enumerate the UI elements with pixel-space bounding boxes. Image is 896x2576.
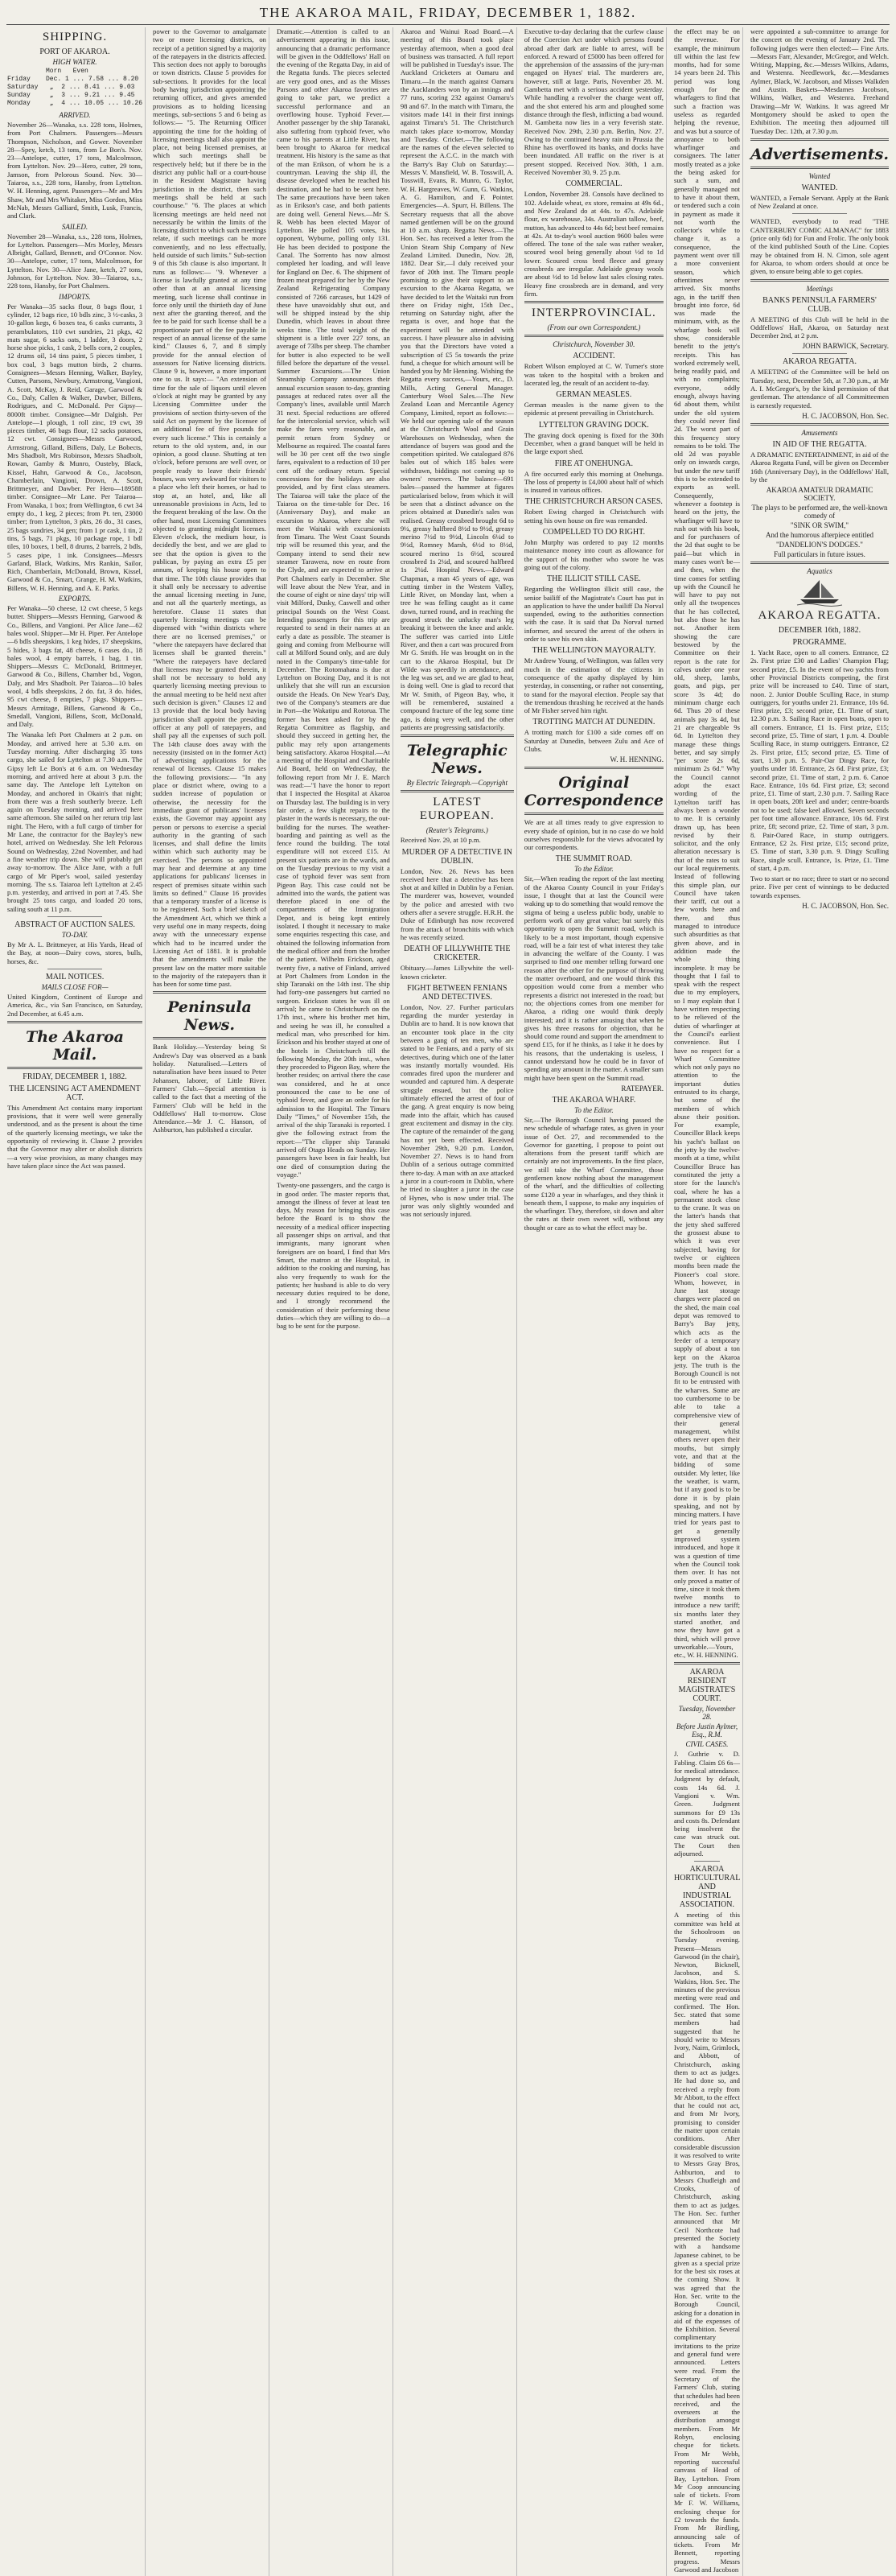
column-4 <box>398 27 517 2576</box>
exports-heading: EXPORTS. <box>58 595 92 603</box>
programme-note: Two to start or no race; three to start or no second prize. Five per cent of winnings to be deducted towards expenses. <box>750 874 889 899</box>
sailboat-icon <box>795 578 844 606</box>
auction-text: By Mr A. L. Brittmeyer, at His Yards, Head of the Bay, at noon—Dairy cows, stores, bulls, horses, &c. <box>7 940 143 965</box>
news-text: London, Nov. 27. Further particulars regarding the murder yesterday in Dublin are to hand. It is now known that an encounter took place in the city between a gang of ten men, who are stated to be Fenians, and a party of six detectives, during which one of the latter was instantly mortally wounded. His comrades fired upon the murderer and wounded and captured him. A desperate struggle ensued, but the police ultimately effected the arrest of four of the gang. A great enquiry is now being made into the affair, which has caused great excitement and dismay in the city. The capture of the remainder of the gang has not yet been effected. Received November 29th, 9.20 p.m. London, November 27. News is to hand from Dublin of a serious outrage committed there to-day. A man with an axe attacked a juror in a court-room in Dublin, where he tried to slaughter a juror in the case of Hynes, who is now under trial. The juror was only slightly wounded and was not seriously injured. <box>400 1002 514 1219</box>
news-heading: TROTTING MATCH AT DUNEDIN. <box>532 718 656 727</box>
licensing-text: This Amendment Act contains many important provisions, that it were well were generally understood, and as the present is about the time of the quarterly licensing meetings, we take the opportunity of reviewing it. Clause 2 provides that the Governor may alter or abolish districts—a very wise provision, as many changes may have taken place since the Act was passed. <box>7 1103 143 1170</box>
wanted-ad: WANTED, everybody to read "THE CANTERBURY COMIC ALMANAC" for 1883 (price only 6d) for Fun and Frolic. The only book of the kind published South of the Line. Copies may be obtained from H. N. Cimon, sole agent for Akaroa, to whom orders should at once be given, to ensure being able to get copies. <box>750 217 889 276</box>
news-heading: DEATH OF LILLYWHITE THE CRICKETER. <box>404 944 511 963</box>
sailed-heading: SAILED. <box>61 222 88 231</box>
mail-text: United Kingdom, Continent of Europe and America, &c., via San Francisco, on Saturday, 2nd December, at 6.45 a.m. <box>7 992 143 1018</box>
civil-heading: CIVIL CASES. <box>685 1740 729 1749</box>
divider <box>524 767 664 769</box>
correspondence-note: We are at all times ready to give expression to every shade of opinion, but in no case do we hold ourselves responsible for the views advocated by our correspondents. <box>524 818 664 852</box>
aid-heading: IN AID OF THE REGATTA. <box>772 439 867 449</box>
commercial-text: London, November 28. Consols have declined to 102. Adelaide wheat, ex store, remains at 49s 6d., and New Zealand do at 44s. to 47s. Adelaide flour, ex warehouse, 34s. Australian tallow, beef, mutton, has advanced to 44s 6d; best beef remains at 42s. At to-day's wool auction 9600 bales were offered. The tone of the sale was rather weaker, scoured wool being generally about ½d to 1d lower. Scoured cross bred fleece and greasy crossbreds are irregular. Adelaide greasy wools are about ½d to 1d below last sales closing rates. Heavy fine crossbreds are in demand, and very firm. <box>524 190 664 298</box>
news-text: Robert Wilson employed at C. W. Turner's store was taken to the hospital with a broken and lacerated leg, the result of an accident to-day. <box>524 362 664 387</box>
mail-heading: MAIL NOTICES. <box>45 972 105 981</box>
column-1 <box>5 27 146 2576</box>
masthead-rule <box>6 24 890 25</box>
tide-heading: HIGH WATER. <box>52 58 97 66</box>
programme-heading: PROGRAMME. <box>792 638 847 648</box>
divider <box>401 790 514 792</box>
regatta-date: DECEMBER 16th, 1882. <box>778 626 861 636</box>
play-title: "SINK OR SWIM," <box>790 521 849 530</box>
news-text: Regarding the Wellington illicit still case, the senior bailiff of the Magistrate's Court has put in an application to have the under bailiff Da Norval suspended, owing to the authorities connection with the case. It is said that Da Norval turned informer, and secured the arrest of the others in order to save his own skin. <box>524 585 664 644</box>
divider <box>524 335 664 337</box>
aid-text: A DRAMATIC ENTERTAINMENT, in aid of the Akaroa Regatta Fund, will be given on December 16th (Anniversary Day), in the Oddfellows' Hall, by the <box>750 450 889 484</box>
news-heading: THE WELLINGTON MAYORALTY. <box>532 646 656 656</box>
letter-to: To the Editor. <box>574 865 614 874</box>
news-text: Robert Ewing charged in Christchurch with setting his own house on fire was remanded. <box>524 508 664 525</box>
news-text: London, Nov. 26. News has been received here that a detective has been shot at and killed in Dublin by a Fenian. The murderer was, however, wounded by the police and arrested with two others after a severe struggle. H.R.H. the Duke of Edinburgh has now recovered from the attack of bronchitis with which he was recently seized. <box>400 866 514 941</box>
court-before: Before Justin Aylmer, Esq., R.M. <box>676 1722 738 1739</box>
divider <box>153 1037 266 1039</box>
divider <box>153 991 266 994</box>
imports-text: Per Wanaka—35 sacks flour, 8 bags flour, 1 cylinder, 12 bags rice, 10 bdls zinc, 3 ½-casks, 3 10-gallon kegs, 6 boxes tea, 6 casks currants, 3 perambulators, 110 cwt sundries, 21 pkgs, 42 mats sugar, 6 sacks oats, 1 ladder, 3 doors, 2 horse shoe picks, 1 cask, 2 bells corn, 2 couples, 12 drums oil, 14 tins paint, 5 pieces timber, 1 box coal, 3 bags mutton birds, 2 churns. Consignees—Messrs Henning, Walker, Bayley, Cutten, Parsons, Newbury, Armstrong, Vangioni, A. Scott, McKay, J. Reid, Garage, Garwood & Co., Daly, Callen & Walker, Dawber, Billens, Rodrigues, and C. McDonald. Per Gipsy—8000ft timber. Consignee—Mr Dalgish. Per Antelope—1 plough, 1 roll zinc, 19 cwt, 39 pieces timber, 46 bags flour, 12 sacks potatoes, 12 cwt. Consignees—Messrs Garwood, Armstrong, Gilland, Billens, Daly, Le Bobects, Mrs Shadbolt, Mrs Robinson, Messrs Shadbolt, Rowan, Gamby & Munro, Ousteby, Black, Kissel, Hahn, Garwood & Co., Jacobson, Chamberlain, Vangioni, Drown, A. Scott, Brittmeyer, and Dawber. Per Hero—18958ft timber. Consignee—Mr Lane. Per Taiaroa—From Wanaka, 1 box; from Wellington, 6 cwt 34 empty do., 1 keg, 2 pieces; from Pt. ten, 23000 timber; from Lyttelton, 3 pkts, 26 do., 31 cases, 25 bags sundries, 34 gen; from 1 pr cask, 1 tin, 2 tins, 5 bags, 71 pkgs, 10 package rope, 1 bdl tiles, 10 boxes, 1 bell, 8 drums, 2 barrels, 2 bdls, 5 cases pipe, 1 ink. Consignees—Messrs Garland, Black, Watkins, Mrs Rankin, Sailor, Rich, Chamberlain, McDonald, Brown, Kissel, Garwood & Co., Smart, Grange, H. M. Watkins, Billens, W. H. Henning, and A. E. Parks. <box>7 302 143 592</box>
divider <box>750 279 889 282</box>
divider <box>47 916 101 917</box>
wanted-ad: WANTED, a Female Servant. Apply at the Bank of New Zealand at once. <box>750 193 889 211</box>
latest-european-heading: LATEST EUROPEAN. <box>419 796 495 823</box>
civil-text: J. Guthrie v. D. Fabling. Claim £6 6s—for medical attendance. Judgment by default, costs 14s 6d. J. Vangioni v. Wm. Green. Judgment summons for £9 13s and costs 8s. Defendant being insolvent the case was struck out. The Court then adjourned. <box>673 1750 740 1858</box>
arrived-text: November 26—Wanaka, s.s. 228 tons, Holmes, from Port Chalmers. Passengers—Messrs Thompson, Nicholson, and Gower. November 28—Spey, ketch, 13 tons, from Le Bon's. Nov. 23—Antelope, cutter, 17 tons, Malcolmson, from Lyttelton. Nov. 29—Hero, cutter, 29 tons, Jamson, from Pelorous Sound. Nov. 30—Taiaroa, s.s., 228 tons, Hansby, from Lyttelton. W. H. Henning, agent. Passengers—Mr and Mrs Shaw, Mr and Mrs Whitaker, Miss Gordon, Miss McNab, Messrs Galliard, Smith, Lusk, Francis, and Clark. <box>7 121 143 220</box>
news-heading: ACCIDENT. <box>573 352 615 361</box>
interprovincial-subheading: (From our own Correspondent.) <box>547 323 641 332</box>
banks-club-heading: BANKS PENINSULA FARMERS' CLUB. <box>762 295 877 314</box>
aquatics-heading: Aquatics <box>807 567 832 576</box>
reuters-heading: (Reuter's Telegrams.) <box>425 826 488 835</box>
divider <box>7 1021 142 1023</box>
wharf-letter-text: the effect may be on the revenue. For example, the minimum till within the last few months, had for some 14 years been 2d. This period was long enough for the wharfagers to find that such a fraction was useless as regarded helping the revenue, and was but a source of annoyance to both wharfinger and consignees. The latter mostly treated as a joke the being asked for such a sum, and generally managed not to have it about them, or tendered such a coin in payment as made it not worth the collector's while to change it, as a consequence, the payment went over till a more convenient season, which oftentimes never arrived. Six months ago, in the tariff then brought into force, 6d was made the minimum, with, as the wharfage book will show, considerable benefit to the jetty's receipts. This has worked extremely well, being readily paid, and with no complaints; everyone, oddly enough, always having 6d about them, whilst under the old system they could never find 2d. The worst part of this frequency story remains to be told. The old 2d was payable only on inwards cargo, but under the new tariff this is to be extended to exports as well. Consequently, whenever a footstep is heard on the jetty, the wharfinger will have to rush out with his book, and for purchasers of the 2d that ought to be paid—but which in many cases won't be—and then, when the time comes for settling up with the Council he will have to pay not only all the twopences that he has collected, but also those he has not. Another item showing the care bestowed by the Committee on their report is the rate for calves under one year old, sheep, lambs, goats, and pigs, per score 3s 4d; do minimum charge each 6d. Thus 20 of these animals pay 3s 4d, but 21 are chargeable 9s 6d. In Lyttelton they manage these things better, and say simply "per score 2s 6d, minimum 2s 6d." Why the Council cannot adopt the exact wording of the Lyttelton tariff has always been a wonder to me. It is certainly drawn up, has been revised by their solicitor, and the only alteration necessary is that of the rates to suit our local requirements. Instead of following this simple plan, our Council have taken their tariff, cut out a few words here and there, and thus managed to introduce such absurdities as that given above, and in addition made the whole thing incomplete. It may be thought that I fail to speak with the respect due to my employers, so I may explain that I have written respecting to be relieved of the duties of wharfinger at the Council's earliest convenience. But I have no respect for a Wharf Committee which not only pays no attention to the important duties entrusted to its charge, but some of the members of which abuse their position. For example, Councillor Black keeps his yacht's ballast on the jetty by the twelve-month at a time, whilst Councillor Bruce has constituted the jetty a store for the launch's coal, where he has a permanent stock close to the crane. It was on the latter's hands that the jetty shed suffered the grossest abuse to which it was ever subjected, having for twelve or eighteen months been made the Pioneer's coal store. Whom, however, in June last storage charges were placed on the shed, the main coal depot was removed to Barry's Bay jetty, which acts as the feeder of a temporary supply of about a ton kept on the Akaroa jetty. The truth is the Borough Council is not fit to be entrusted with the wharves. Some are too cumbersome to be able to take a comprehensive view of their general management, whilst others never open their mouths, but simply vote, and that at the bidding of some outsider. My letter, like the weather, is warm, but if any good is to be done it is by plain speaking, and not by mincing matters. I have tried for years past to get a generally improved system introduced, and hope it was a question of time when the Council took them over. It has not only proved a matter of time, since it took them twelve months to introduce a new tariff; six months later they started another, and now they have got a third, which will prove unworkable.—Yours, etc., W. H. HENNING. <box>673 27 740 1660</box>
letter-text: Sir,—The Borough Council having passed the new schedule of wharfage rates, as given in your issue of Oct. 27, and recommended to the Governor for gazetting, I propose to point out alterations from the present tariff which are certainly are not improvements. In the first place, we still take the Wharf Committee, those gentlemen know nothing about the management of the wharf, and the difficulties of collecting some £120 a year in wharfages, and they think it beneath them, I suppose, to make any inquiries of the wharfinger. They, therefore, sit down and alter the rates at their own sweet will, without any thought or care as to what the effect may be. <box>524 1115 664 1232</box>
regatta-meeting-heading: AKAROA REGATTA. <box>782 357 857 367</box>
licensing-article: power to the Governor to amalgamate two or more licensing districts, on receipt of a petition signed by a majority of the ratepayers in the districts affected. This section does not apply to boroughs or town districts. Clause 5 provides for sub-sections. It provides for the local body having jurisdiction appointing the returning officer, and gives amended provisions as to holding licensing meetings, sub-sections 5 and 6 being as follows:— "5. The Returning Officer appointing the time for the holding of licensing meetings shall also appoint the place, not being licensed premises, at which such meetings shall be respectively held; but if there be in the district any public hall or a court-house in the Resident Magistrate having jurisdiction in the district, then such meetings shall be held at such courthouse." "6. The places at which licensing meetings are held need not necessarily be within the limits of the licensing district to which such meetings relate, if such meetings can be more conveniently, and no less effectually, held outside of such limits." Sub-section 9 of this 5th clause is also important. It runs as follows:— "9. Whenever a license is lawfully granted at any time other than at an annual licensing meeting, such license shall continue in force only until the thirtieth day of June next after the granting thereof, and the fee to be paid for such license shall be a proportionate part of the fee payable in respect of an annual license of the same kind." Clauses 6, 7, and 8 simply provide for the annual election of assessors for Native licensing districts. Clause 9 is, however, a more important one to us. It says:— "An extension of time for the sale of liquors until eleven o'clock at night may be granted by any Licensing Committee under the provisions of section thirty-seven of the said Act on payment by the licensee of an additional fee of five pounds for every such license." This is certainly a return to the old system, and, in our opinion, a good clause. Shutting at ten o'clock, before persons are well over, or people ready to leave their friends' houses, was very awkward for visitors to a place who left their homes, or had to stop at, an hotel, and, like all unreasonable provisions in Acts, led to the frequent breaking of the law. On the other hand, most Licensing Committees objected to granting midnight licenses. Eleven o'clock, the medium hour, is decidedly the best, and we are glad to see that the option is given to the publican, by paying an extra £5 per annum, of keeping his house open to that time. The 10th clause provides that it shall only be necessary to advertise the annual licensing meeting in June, and not all the quarterly meetings, as heretofore. Clause 11 states that quarterly licensing meetings can be dispensed with "within districts where there are no licensed premises," or "where the ratepayers have declared that licenses shall be granted therein." "Where the ratepayers have declared that licenses may be granted therein, it shall not be necessary to hold any quarterly licensing meeting previous to the annual meeting to be held next after such decision is given." Clauses 12 and 13 provide that the local body having jurisdiction shall appoint the presiding officer at any poll of ratepayers, and shall pay all the expenses of such poll. The 14th clause does away with the necessity (insisted on in the former Act) of advertising applications for the renewal of licenses. Clause 15 makes the following provisions:— "In any place or district where, owing to a sudden increase of population or otherwise, the necessity for the immediate grant of publicans' licenses exists, the Governor may appoint any person or persons to exercise a special authority in the granting of such licenses, and shall define the limits within which such authority may be exercised. The persons so appointed may hear and determine at any time applications for publicans' licenses in respect of premises situate within such limits so defined." Clause 16 provides that a temporary transfer of a license is to be registered. Such a brief sketch of the Amendment Act, which we think a very useful one in many respects, doing away with the unnecessary expense which had to be incurred under the Licensing Act of 1881. It is probable that the amendments will make the present law on the matter more suitable to the majority of the ratepayers than it has been for some time past. <box>153 27 266 989</box>
meetings-heading: Meetings <box>806 284 833 293</box>
society-name: AKAROA AMATEUR DRAMATIC SOCIETY. <box>766 486 873 503</box>
play-title: "DANDELION'S DODGES." <box>775 541 863 549</box>
wanted-section-heading: Wanted <box>808 171 831 180</box>
signature: H. C. JACOBSON, Hon. Sec. <box>802 902 889 910</box>
news-heading: THE CHRISTCHURCH ARSON CASES. <box>524 497 663 507</box>
correspondence-heading: Original Correspondence <box>524 774 664 810</box>
dateline: Christchurch, November 30. <box>553 340 635 349</box>
signature: W. H. HENNING. <box>610 755 664 764</box>
news-heading: FIGHT BETWEEN FENIANS AND DETECTIVES. <box>407 983 508 1002</box>
commercial-heading: COMMERCIAL. <box>565 179 623 189</box>
signature: RATEPAYER. <box>621 1084 664 1093</box>
horticultural-text: A meeting of this committee was held at the Schoolroom on Tuesday evening. Present—Messrs Garwood (in the chair), Newton, Bicknell, Jacobson, and S. Watkins, Hon. Sec. The minutes of the previous meeting were read and confirmed. The Hon. Sec. stated that some members had suggested that he should write to Messrs Ivory, Nairn, Grimlock, and Abbott, of Christchurch, asking them to act as judges. He had done so, and received a reply from Mr Abbott, to the effect that he could not act, and from Mr Ivory, promising to consider the matter upon certain conditions. After considerable discussion it was resolved to write to Messrs Gray Bros, Ashburton, and to Messrs Chudleigh and Crooks, of Christchurch, asking them to act as judges. The Hon. Sec. further announced that Mr Cecil Northcote had presented the Society with a handsome Japanese cabinet, to be given as a special prize for the best six roses at the coming Show. It was agreed that the Hon. Sec. write to the Borough Council, asking for a donation in aid of the expenses of the Exhibition. Several complimentary invitations to the prize and general fund were announced. Letters were read. From the Secretary of the Farmers' Club, stating that schedules had been received, and the overseers at the distribution amongst members. From Mr Robyn, enclosing cheque for tickets. From Mr Webb, reporting successful canvass of Head of Bay, Lyttelton. From Mr Coop announcing sale of tickets. From Mr F. W. Williams, enclosing cheque for £2 towards the funds. From Mr Birdling, announcing sale of tickets. From Mr Bennett, reporting progress. Messrs Garwood and Jacobson <box>673 1911 740 2574</box>
shipping-notes: The Wanaka left Port Chalmers at 2 p.m. on Monday, and arrived here at 5.30 a.m. on Tuesday morning. After discharging 35 tons cargo, she sailed for Lyttelton at 7.30 a.m. The Gipsy left Le Bon's at 6 a.m. on Wednesday morning, and arrived here at about 3 p.m. the same day. The Antelope left Lyttelton on Monday, and anchored in Okain's that night; from there was a fresh southerly breeze. Left again on Tuesday morning, and arrived here same afternoon. She sailed on her return trip last night. The Hero, with a full cargo of timber for Mr Lane, the contractor for the Bayley's new hotel, arrived on Wednesday. She left Pelorous Sound on Wednesday, 22nd November, and had a fine weather trip down. She will probably get away to-morrow. The Alice Jane, with a full cargo of Mr Piper's wool, sailed yesterday morning. The s.s. Taiaroa left Lyttelton at 2.45 p.m. yesterday, and arrived in port at 7.45. She brought 25 tons cargo, and loaded 20 tons, sailing south at 11 p.m. <box>7 730 143 913</box>
horticultural-heading: AKAROA HORTICULTURAL AND INDUSTRIAL ASSOCIATION. <box>673 1865 741 1910</box>
divider <box>674 1662 740 1665</box>
divider <box>750 423 889 426</box>
aid-text-2: The plays to be performed are, the well-known comedy of <box>751 504 888 521</box>
shipping-heading: SHIPPING. <box>42 31 108 43</box>
divider <box>524 301 664 303</box>
hospital-report-text: Twenty-one passengers, and the cargo is in good order. The master reports that, amongst the illness of fever at least ten days, My reason for bringing this case before the Board is to show the necessity of a medical officer inspecting all passenger ships on arrival, and that immigrants, many ignorant when foreigners are on board, I find that Mrs Smart, the matron at the Hospital, in addition to the cooking and nursing, has also very frequently to wash for the patients; her husband is able to do very necessary duties required to be done, and I strongly recommend the consideration of their performing these duties—which they are willing to do—a bag to be sent for the purpose. <box>276 1181 390 1331</box>
news-heading: LYTTELTON GRAVING DOCK. <box>538 420 649 430</box>
amusements-heading: Amusements <box>801 428 838 437</box>
news-text: A fire occurred early this morning at Onehunga. The loss of property is £4,000 about half of which is insured in various offices. <box>524 469 664 495</box>
masthead: THE AKAROA MAIL, FRIDAY, DECEMBER 1, 1882. <box>259 5 637 20</box>
court-heading: AKAROA RESIDENT MAGISTRATE'S COURT. <box>678 1668 736 1704</box>
regatta-meeting-text: A MEETING of the Committee will be held on Tuesday, next, December 5th, at 7.30 p.m., at Mr A. I. McGregor's, by the kind permission of that gentleman. The attendance of all Committeemen is earnestly requested. <box>750 368 889 409</box>
tide-table: Morn Even Friday Dec. 1 ... 7.58 ... 8.20 Saturday „ 2 ... 8.41 ... 9.03 Sunday „ 3 ... 9.21 ... 9.45 Monday „ 4 ... 10.05 ... 10.26 <box>7 68 143 107</box>
programme-text: 1. Yacht Race, open to all comers. Entrance, £2 2s. First prize £30 and Ladies' Champion Flag; second prize, £5. In the event of two yachts from other Provincial Districts competing, the first prize will be increased to £40. Time of start, noon. 2. Junior Double Sculling Race, in stump outriggers, for youths under 21. Entrance, 10s 6d. First prize, £3; second prize, £1. Time of start, 12.30 p.m. 3. Sailing Race in open boats, open to all comers. Entrance, £1 1s. First prize, £15; second prize, £5. Time of start, 1 p.m. 4. Double Sculling Race, in stump outriggers. Entrance, £2 2s. First prize, £15; second prize, £5. Time of start, 1.30 p.m. 5. Pair-Oar Dingy Race, for youths under 18. Entrance, 2s 6d. First prize, £3; second prize, £1. Time of start, 2 p.m. 6. Canoe Race. Entrance, 10s 6d. First prize, £3; second prize, £1. Time of start, 2.30 p.m. 7. Sailing Race in open boats, 20ft keel and under; centre-boards not to be used; false keel allowed. Seven seconds per foot time allowance. Entrance, 10s 6d. First prize, £8; second prize, £2. Time of start, 3 p.m. 8. Pair-Oared Race, in stump outriggers. Entrance, £2 2s. First prize, £15; second prize, £5. Time of start, 3.30 p.m. 9. Dingy Sculling Race, single scull. Entrance, 1s. Prize, £1. Time of start, 4 p.m. <box>750 648 889 872</box>
imports-heading: IMPORTS. <box>59 292 91 301</box>
sailed-text: November 28—Wanaka, s.s., 228 tons, Holmes, for Lyttelton. Passengers—Mrs Morley, Messrs Albright, Gallard, Bennett, and O'Connor. Nov. 30—Antelope, cutter, 17 tons, Malcolmson, for Lyttelton. Nov. 30—Alice Jane, ketch, 27 tons, Johnson, for Lyttelton. Nov. 30—Taiaroa, s.s., 228 tons, Hansby, for Port Chalmers. <box>7 232 143 290</box>
mail-subheading: MAILS CLOSE FOR— <box>41 982 109 991</box>
divider <box>694 1861 721 1862</box>
paper-date: FRIDAY, DECEMBER 1, 1882. <box>23 1072 127 1081</box>
aid-footer: Full particulars in future issues. <box>774 550 865 559</box>
court-date: Tuesday, November 28. <box>678 1705 736 1722</box>
signature: JOHN BARWICK, Secretary. <box>802 342 889 351</box>
column-3 <box>274 27 393 2576</box>
local-news-text: Akaroa and Wainui Road Board.—A meeting of this Board took place yesterday afternoon, when a good deal of business was transacted. A full report will be published in Tuesday's issue. The Auckland Cricketers at Oamaru and Timaru.—In the match against Oamaru the Aucklanders won by an innings and 77 runs, scoring 232 against Oamaru's 98 and 67. In the match with Timaru, the visitors made 141 in their first innings against Timaru's 51. The Christchurch match takes place to-morrow, Monday and Tuesday. Cricket.—The following are the names of the eleven selected to represent the A.C.C. in the match with the Barry's Bay Club on Saturday:—Messrs V. Mansfield, W. B. Tosswill, A. Tosswill, Evans, R. Munro, G. Taylor, W. H. Hargreaves, W. Gunn, G. Watkins, A. G. Hamilton, and F. Pointer. Emergencies—A. Spurr, H. Billens. The Secretary requests that all the above named gentlemen will be on the ground at 10 a.m. sharp. Regatta News.—The Hon. Sec. has received a letter from the Union Steam Ship Company of New Zealand Limited. Dunedin, Nov. 28, 1882. Dear Sir,—I duly received your favor of 20th inst. The Timaru people promising to give their support to an excursion to the Akaroa Regatta, we have decided to let the Waitaki run from there on Friday night, 15th Dec., returning on Saturday night, after the regatta is over, and hope that the experiment will be attended with success. I have pleasure also in advising you that the Directors have voted a subscription of £5 5s towards the prize fund, a cheque for which amount will be handed you by Mr Henning. Wishing the Regatta every success,—Yours, etc., D. Mills, Acting General Manager. Canterbury Wool Sales.—The New Zealand Loan and Mercantile Agency Company, Limited, report as follows:—We held our opening sale of the season at the Christchurch Wool and Grain Warehouses on Wednesday, when the attendance of buyers was good and the competition spirited. We catalogued 876 bales out of which 185 bales were withdrawn, biddings not coming up to owners' reserves. The balance—691 bales—passed the hammer at figures particularised below, from which it will be seen that a distinct advance on the prices obtained at Dunedin's sales was realised. Greasy crossbred brought 6d to 9¼, greasy halfbred 8½d to 9½d, greasy merino 7½d to 9½d, Lincoln 6¼d to 9½d, Romney Marsh, 6½d to 8½d, scoured merino 1s 6½d, scoured crossbred 1s 2¼d, and scoured halfbred 1s 2¼d. Hospital News.—Edward Chapman, a man 45 years of age, was cutting timber in the Western Valley, Little River, on Monday last, when a tree he was felling caught as it came down, turned round, and in reaching the ground struck the unlucky man's leg breaking it between the knee and ankle. The sufferer was carried into Little River, and then a cart was procured from Mr G. Smith. He was brought on in the cart to the Akaroa Hospital, but Dr Wilde was speedily in attendance, and the leg was set, and we are glad to hear, is doing well. One is glad to record that Mr W. Smith, of Pigeon Bay, who, it will be remembered, sustained a compound fracture of the leg some time ago, is doing very well, and the other patients are progressing satisfactorily. <box>400 27 514 731</box>
port-heading: PORT OF AKAROA. <box>39 47 110 56</box>
column-6 <box>672 27 891 2576</box>
letter-to: To the Editor. <box>574 1105 614 1114</box>
arrived-heading: ARRIVED. <box>59 111 91 119</box>
telegraphic-subheading: By Electric Telegraph.—Copyright <box>406 779 508 788</box>
telegraphic-news-heading: Telegraphic News. <box>406 742 508 778</box>
wanted-title: WANTED. <box>801 183 838 192</box>
peninsula-news-heading: Peninsula News. <box>167 998 252 1035</box>
divider <box>792 213 848 214</box>
divider <box>750 562 889 564</box>
divider <box>401 735 514 737</box>
news-text: John Murphy was ordered to pay 12 months maintenance money into court as allowance for the support of his mother who swore he was going out of the colony. <box>524 538 664 571</box>
divider <box>750 167 889 169</box>
local-news-text: Dramatic.—Attention is called to an advertisement appearing in this issue, announcing that a dramatic performance will be given in the Oddfellows' Hall on the evening of the Regatta Day, in aid of the Regatta funds. The pieces selected are very good ones, and as the Misses Parsons and other Akaroa favorites are going to take part, we predict a successful performance and an overflowing house. Typhoid Fever.—Another passenger by the ship Taranaki, also suffering from typhoid fever, who came to his parents at Little River, has been brought to Akaroa for medical treatment. His history is the same as that of the man Erikson, of whom he is a countryman. Leaving the ship ill, the disease developed when he reached his destination, and he had to be sent here. The same precautions have been taken as in Erikson's case, and both patients are doing well. General News.—Mr S. R. Webb has been elected Mayor of Lyttelton. He polled 105 votes, his opponent, Wyburne, polling only 131. He has been decided to postpone the Canal. The Sorrento has now almost completed her loading, and will leave for England on Dec. 6. The shipment of frozen meat prepared for her by the New Zealand Refrigerating Company consisted of 7266 carcases, but 1429 of these have unavoidably shut out, and will be shipped instead by the ship Dunedin, which leaves in about three weeks time. The total weight of the shipment is a little over 227 tons, an average of 73lbs per sheep. The chamber for butter is also expected to be well filled before the departure of the vessel. Summer Excursions.—The Union Steamship Company announces their annual excursion season to-day, granting passages at reduced rates over all the Company's lines, available until March 31 next. Special reductions are offered for the intercolonial service, which will make the fares very reasonable, and permit return from Sydney or Melbourne as required. The coastal fares will be 30 per cent off the two single fares, equivalent to a reduction of 10 per cent off the ordinary return. Special concessions for the holidays are also provided, and by first class steamers. The Taiaroa will take the place of the Taiaroa on the time-table for Dec. 16 (Anniversary Day), and make an excursion to Akaroa, where she will meet the Waitaki with excursionists from Timaru. The West Coast Sounds trip will be resumed this year, and the Company intend to send their new steamer Tarawera, now en route from the Clyde, and are expected to arrive at Port Chalmers early in December. She will leave about the New Year, and in the course of eight or nine days' trip will visit Milford, Dusky, Caswell and other principal Sounds on the West Coast. Intending passengers for this trip are requested to send in their names at an early a date as possible. The steamer is going and coming from Melbourne will call at Milford Sound only, and are duly noted in the Company's time-table for December. The Rotomahana is due at Lyttelton on Boxing Day, and it is not unlikely that she will run an excursion outside the Heads. On New Year's Day, two of the Company's steamers are due in Port—the Wakatipu and Rotorua. The former has been asked for by the Regatta Committee as flagship, and should they succeed in getting her, the public may rely upon arrangements being satisfactory. Akaroa Hospital.—At a meeting of the Hospital and Charitable Aid Board, held on Wednesday, the following report from Mr J. E. March was read:—"I have the honor to report that I inspected the Hospital at Akaroa on Thursday last. The building is in very fair order, a few slight repairs to the plaster in the wards is necessary, the out-building for the nurses. The weather-boarding and painting as well as the fence round the building. The total expenditure will not exceed £15. At present six patients are in the wards, and on the Tuesday previous to my visit a case of typhoid fever was sent from Pigeon Bay. This case could not be admitted into the wards, the patient was therefore placed in one of the compartments of the Immigration Depot, and is being kept entirely isolated. I thought it necessary to make some enquiries respecting this case, and obtained the following information from the medical officer and from the brother of the patient. Wilhelm Erickson, aged twenty five, a native of Finland, arrived at Port Chalmers from London in the ship Taranaki on the 14th inst. The ship had forty-one passengers but carried no surgeon. Erickson states he was ill on arrival; he came to Christchurch on the 17th inst., where his brother met him, and seeing he was ill, he consulted a medical man, who prescribed for him. Erickson and his brother stayed at one of the hotels in Christchurch till the following Monday, the 20th inst., when they proceeded to Pigeon Bay, where the brother resides; on arrival there the case was considered, and he at once pronounced the case to be one of typhoid fever, and gave an order for his admission to the Hospital. The Timaru Daily "Times," of November 15th, the arrival of the ship Taranaki is reported. I give the following extract from the report:—"The clipper ship Taranaki arrived off Otago Heads on Sunday. Her passengers have been in fair health, but one died of consumption during the voyage." <box>276 27 390 1179</box>
news-text: Mr Andrew Young, of Wellington, was fallen very much in the estimation of the citizens in consequence of the apathy displayed by him yesterday, in consenting, or rather not consenting, to stand for the mayoral election. People say that the tremendous thrashing he received at the hands of Mr Fisher served him right. <box>524 656 664 715</box>
licensing-heading: THE LICENSING ACT AMENDMENT ACT. <box>9 1084 141 1102</box>
news-heading: MURDER OF A DETECTIVE IN DUBLIN. <box>401 847 512 866</box>
news-heading: GERMAN MEASLES. <box>556 390 632 400</box>
play-connector: And the humorous afterpiece entitled <box>765 531 873 540</box>
auction-subheading: TO-DAY. <box>61 931 88 940</box>
news-heading: THE ILLICIT STILL CASE. <box>547 574 641 584</box>
letter-heading: THE AKAROA WHARF. <box>552 1095 636 1105</box>
news-heading: COMPELLED TO DO RIGHT. <box>542 528 645 537</box>
divider <box>7 1067 142 1069</box>
divider <box>750 138 889 141</box>
interprovincial-heading: INTERPROVINCIAL. <box>531 307 656 320</box>
received-line: Received Nov. 29, at 10 p.m. <box>400 836 481 845</box>
banks-club-text: A MEETING of this Club will be held in the Oddfellows' Hall, Akaroa, on Saturday next December 2nd, at 2 p.m. <box>750 315 889 340</box>
auction-heading: ABSTRACT OF AUCTION SALES. <box>14 920 135 930</box>
column-5 <box>522 27 667 2576</box>
divider <box>524 813 664 815</box>
divider <box>792 353 848 354</box>
regatta-title: AKAROA REGATTA. <box>758 609 882 623</box>
paper-title: The Akaroa Mail. <box>26 1027 124 1064</box>
column-2 <box>150 27 269 2576</box>
news-heading: FIRE AT ONEHUNGA. <box>554 459 634 468</box>
signature: H. C. JACOBSON, Hon. Sec. <box>802 411 889 420</box>
peninsula-news-text: Bank Holiday.—Yesterday being St Andrew's Day was observed as a bank holiday. Naturalised.—Letters of naturalisation have been issued to Peter Johansen, laborer, of Little River. Farmers' Club.—Special attention is called to the fact that a meeting of the Farmers' Club will be held in the Oddfellows' Hall to-morrow. Close Attendance.—Mr J. C. Hanson, of Ashburton, has published a circular. <box>153 1043 266 1134</box>
news-text: A trotting match for £100 a side comes off on Saturday at Dunedin, between Zulu and Ace of Clubs. <box>524 728 664 753</box>
newspaper-columns <box>5 27 891 2574</box>
letter-heading: THE SUMMIT ROAD. <box>555 854 632 864</box>
advertisements-heading: Advertisements. <box>750 145 889 163</box>
telegraphic-text: Executive to-day declaring that the curfew clause of the Coercion Act under which persons found abroad after dark are liable to arrest, will be enforced. A reward of £5000 has been offered for the apprehension of the assassins of the jury-man engaged on Hynes' trial. The murderers are, however, still at large. Paris, November 28. M. Gambetta met with a serious accident yesterday. While handling a revolver the charge went off, and the shot entered his arm and ploughed some distance through the flesh, inflicting a bad wound. M. Gambetta now lies in a very feverish state. Received Nov. 29th, 2.30 p.m. Berlin, Nov. 27. Owing to the continued heavy rain in Prussia the Rhine has overflowed its banks, and docks have been inundated. All traffic on the river is at present stopped. Received Nov. 30th, 1 a.m. Received November 30, 9. 25 p.m. <box>524 27 664 177</box>
news-text: German measles is the name given to the epidemic at present prevailing in Christchurch. <box>524 401 664 418</box>
letter-text: Sir,—When reading the report of the last meeting of the Akaroa County Council in your Friday's issue, I thought that at last the Council were waking up to do something that would remove the stigma of being a useless public body, unable to perform work of any great value; but surely this opportunity to open the Summit road, which is likely to be a most important, though expensive road, will be a fair test of what interest they take in advancing the welfare of the County. I was surprised to find one member telling forward one reason after the other for the purpose of throwing the matter overboard, and one would think this opposition would come from a member who represents a district not interested in the road; but no; the objections comes from one member for Akaroa, a riding one would think deeply interested; and it is rather amusing that when he gives his three reasons for objection, that he should come round and support the amendment to spend £15, for if he thinks, as I take it he does by his reasons, that the undertaking is useless, I cannot understand how he could be in favor of spending any amount in the matter. A smaller sum might have been spent on the Summit road. <box>524 874 664 1082</box>
horticultural-continued: were appointed a sub-committee to arrange for the concert on the evening of January 2nd. The following judges were then elected:— Fine Arts.—Messrs Farr, Alexander, McGregor, and Welch. Writing, Mapping, &c.—Messrs Wilkins, Adams, and Westenra. Needlework, &c.—Mesdames Aylmer, Black, W. Jacobson, and Misses Walkden and Austin. Baskets—Mesdames Jacobson, Wilkins, Walker, and Westenra. Freehand Drawing—Mr W. Watkins. It was agreed Mr Montgomery should be asked to open the Exhibition. The meeting then adjourned till Tuesday Dec. 12th, at 7.30 p.m. <box>750 27 889 135</box>
column-6a <box>672 27 743 2576</box>
news-text: The graving dock opening is fixed for the 30th December, when a grand banquet will be held in the large export shed. <box>524 430 664 456</box>
exports-text: Per Wanaka—50 cheese, 12 cwt cheese, 5 kegs butter. Shippers—Messrs Henning, Garwood & Co., Billens, and Vangioni. Per Alice Jane—62 bales wool. Shipper—Mr H. Piper. Per Antelope—6 bdls sheepskins, 1 keg hides, 17 sheepskins, 5 hides, 3 bags fat, 48 cheese, 6 cases do., 18 bales wool, 4 empty barrels, 1 bag, 1 tin. Shippers—Messrs C. McDonald, Brittmeyer, Garwood & Co., Billens, Chamber bd., Vogon, Daly, and Mrs Shadbolt. Per Taiaroa—10 bales wool, 4 bdls sheepskins, 2 do. fat, 3 do. hides, 95 cwt cheese, 8 empties, 7 pkgs. Shippers—Messrs Armitage, Billens, Garwood & Co., Smedall, Vangioni, Billens, Scott, McDonald, and Daly. <box>7 604 143 729</box>
news-text: Obituary.—James Lillywhite the well-known cricketer. <box>400 964 514 981</box>
column-7 <box>748 27 891 2576</box>
